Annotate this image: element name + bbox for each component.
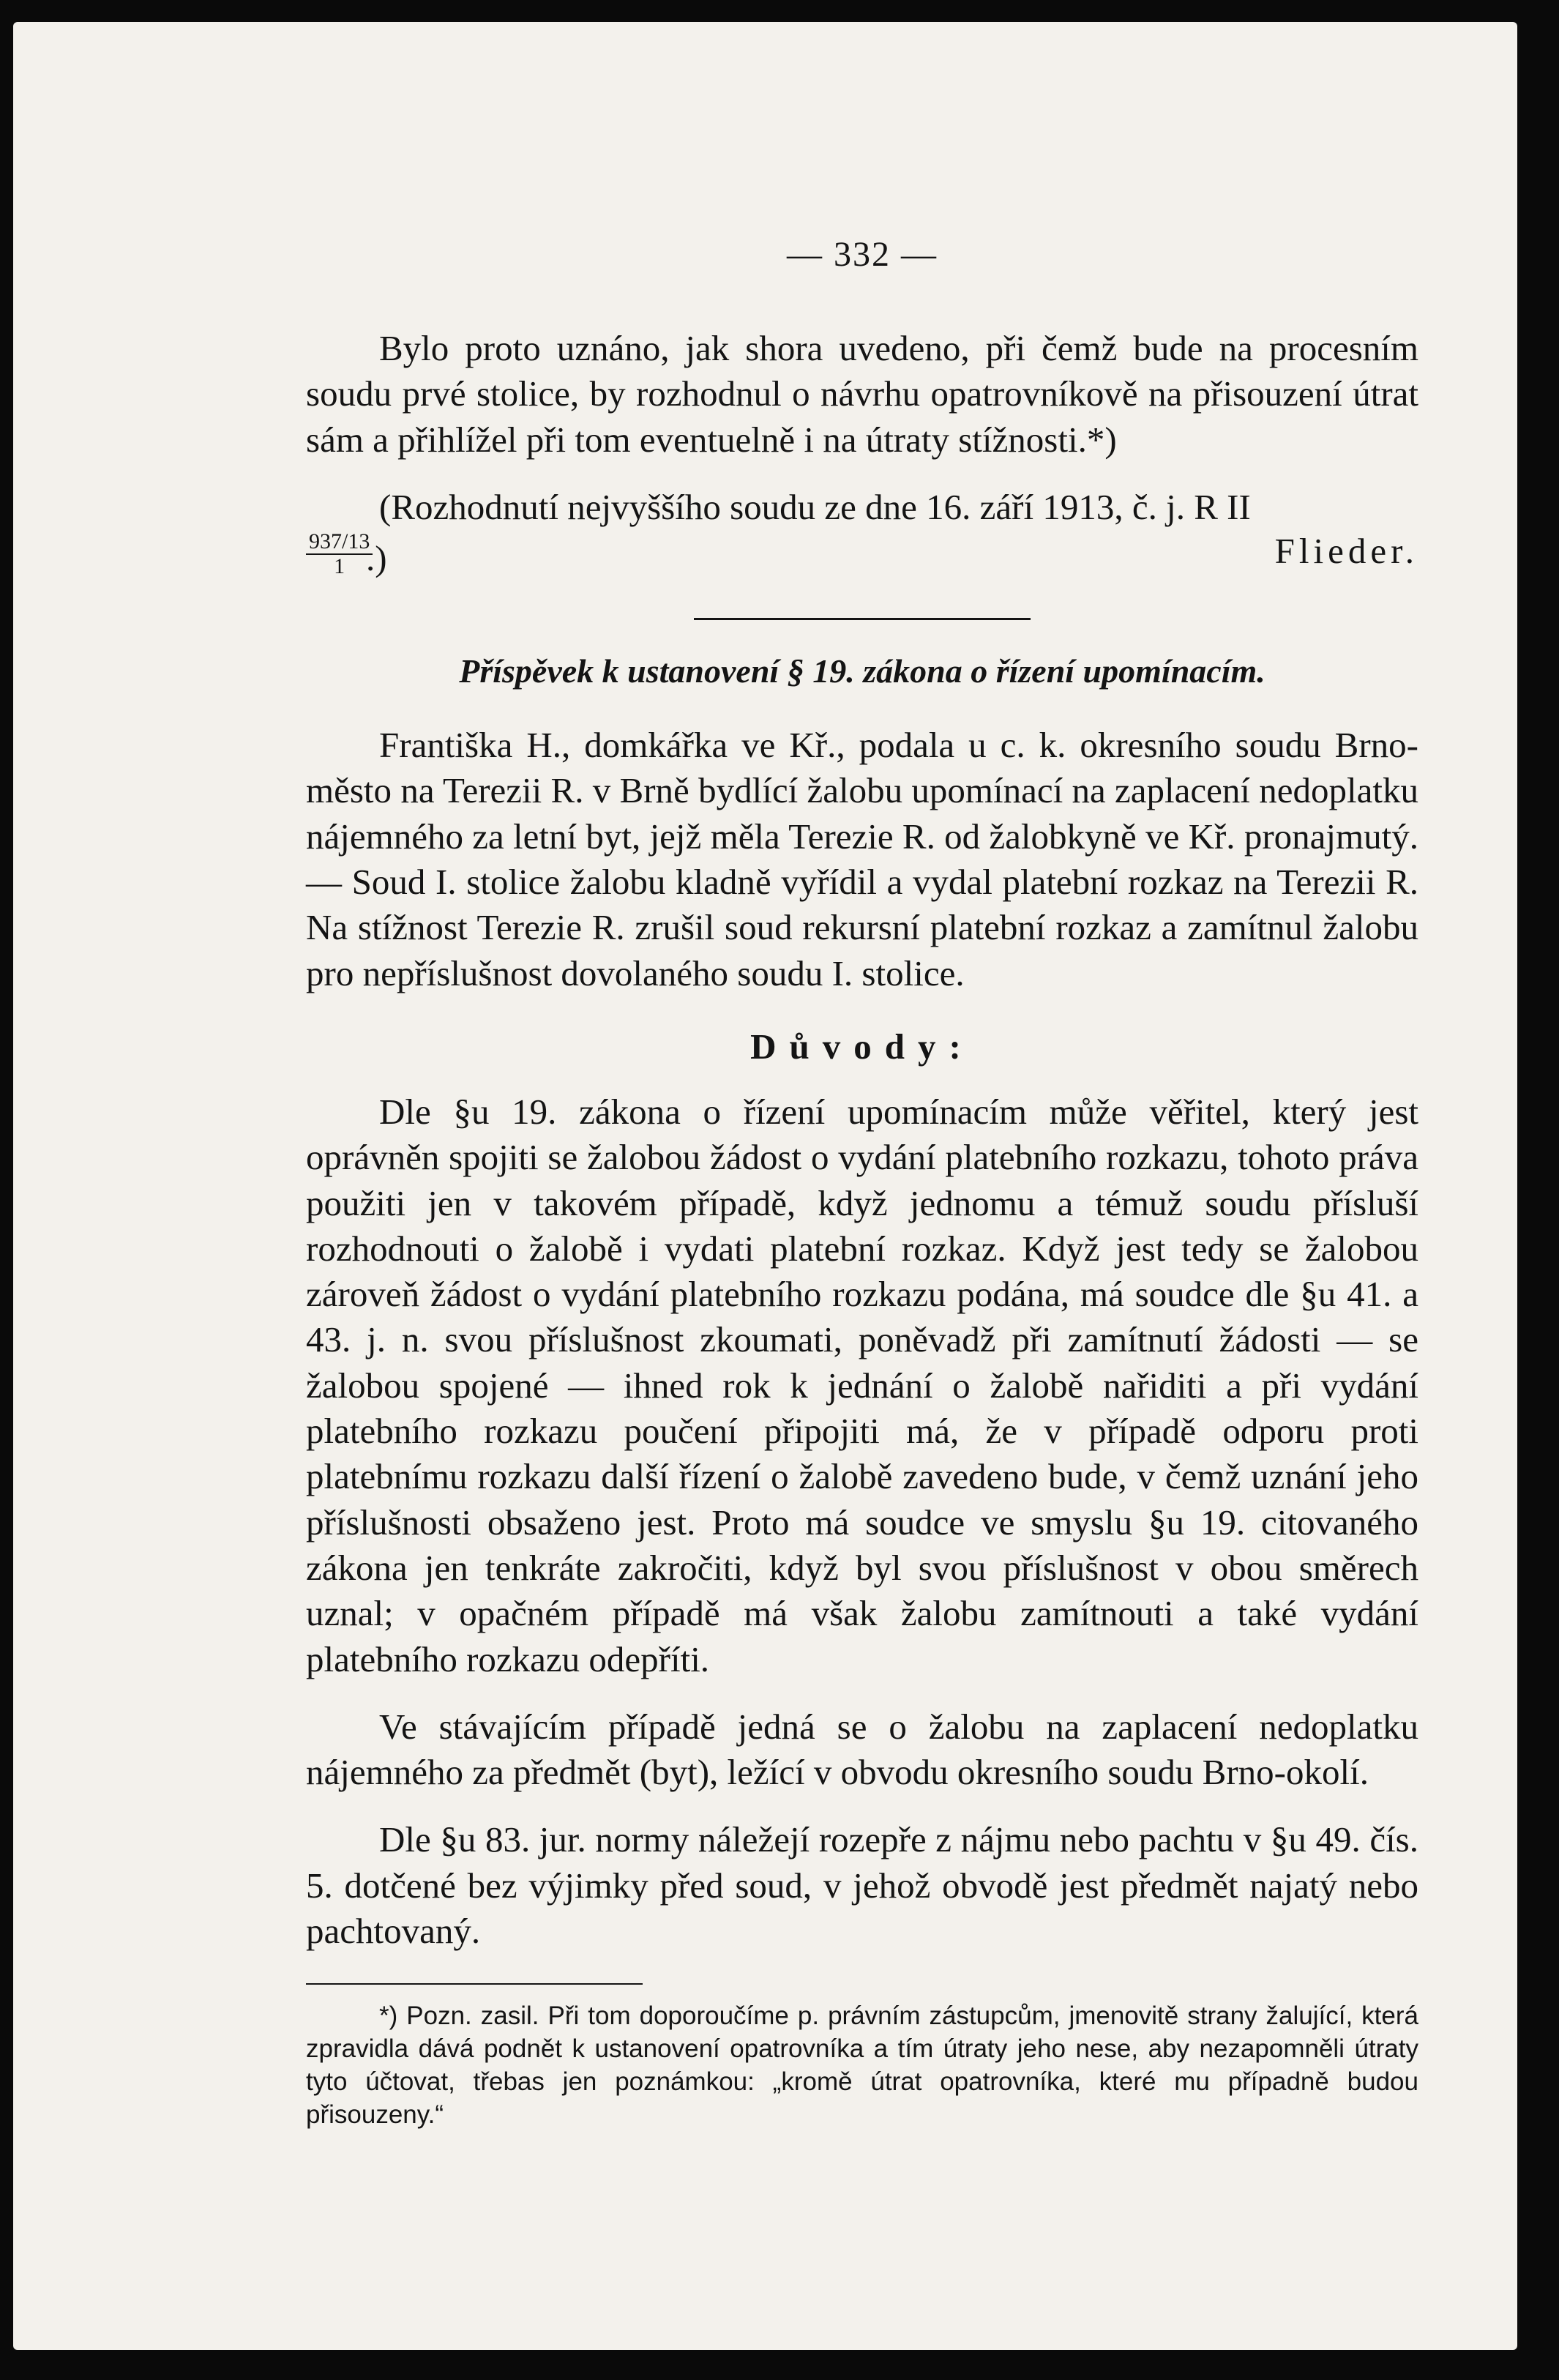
paragraph-facts: Františka H., domkářka ve Kř., podala u c. k. okresního soudu Brno-město na Terezii R. v Brně bydlící žalobu upomínací na zaplacení nedoplatku nájemného za letní byt, jejž měla Terezie R. od žalobkyně ve Kř. pronajmutý. — Soud I. stolice žalobu kladně vyřídil a vydal platební rozkaz na Terezii R. Na stížnost Terezie R. zrušil soud rekursní platební rozkaz a zamítnul žalobu pro nepříslušnost dovolaného soudu I. stolice. [306,725,1418,993]
fraction-close: .) [366,538,387,579]
page-number: — 332 — [787,235,938,274]
paragraph-reasons-3: Dle §u 83. jur. normy náležejí rozepře z nájmu nebo pachtu v §u 49. čís. 5. dotčené bez výjimky před soud, v jehož obvodě jest předmět najatý nebo pachtovaný. [306,1819,1418,1952]
fraction-denominator: 1 [334,554,345,579]
section-divider [694,618,1031,620]
decision-reference-fraction-row [306,530,1418,581]
paragraph-reasons-1: Dle §u 19. zákona o řízení upomínacím může věřitel, který jest oprávněn spojiti se žalobou žádost o vydání platebního rozkazu, tohoto práva použiti jen v takovém případě, když jednomu a témuž soudu přísluší rozhodnouti o žalobě i vydati platební rozkaz. Když jest tedy se žalobou zároveň žádost o vydání platebního rozkazu podána, má soudce dle §u 41. a 43. j. n. svou příslušnost zkoumati, poněvadž při zamítnutí žádosti — se žalobou spojené — ihned rok k jednání o žalobě nařiditi a při vydání platebního rozkazu poučení připojiti má, že v případě odporu proti platebnímu rozkazu další řízení o žalobě zavedeno bude, v čemž uznání jeho příslušnosti obsaženo jest. Proto má soudce ve smyslu §u 19. citovaného zákona jen tenkráte zakročiti, když byl svou příslušnost v obou směrech uznal; v opačném případě má však žalobu zamítnouti a také vydání platebního rozkazu odepříti. [306,1091,1418,1679]
section-title: Příspěvek k ustanovení § 19. zákona o řízení upomínacím. [459,652,1265,690]
paragraph-intro: Bylo proto uznáno, jak shora uvedeno, při čemž bude na procesním soudu prvé stolice, by rozhodnul o návrhu opatrovníkově na přisouzení útrat sám a přihlížel při tom eventuelně i na útraty stížnosti.*) [306,328,1418,460]
decision-reference: (Rozhodnutí nejvyššího soudu ze dne 16. září 1913, č. j. R II [379,486,1251,527]
footnote-divider [306,1983,643,1985]
paragraph-reasons-2: Ve stávajícím případě jedná se o žalobu na zaplacení nedoplatku nájemného za předmět (byt), ležící v obvodu okresního soudu Brno-okolí. [306,1706,1418,1793]
case-number-fraction [306,530,373,578]
page-content [306,234,1418,2131]
fraction-numerator: 937/13 [306,530,373,555]
footnote: *) Pozn. zasil. Při tom doporoučíme p. právním zástupcům, jmenovitě strany žalující, která zpravidla dává podnět k ustanovení opatrovníka a tím útraty jeho nese, aby nezapomněli útraty tyto účtovat, třebas jen poznámkou: „kromě útrat opatrovníka, které mu případně budou přisouzeny.“ [306,2002,1418,2130]
scanned-page [13,22,1517,2350]
signature: Flieder. [1274,531,1418,572]
reasons-heading: Důvody: [750,1026,974,1067]
